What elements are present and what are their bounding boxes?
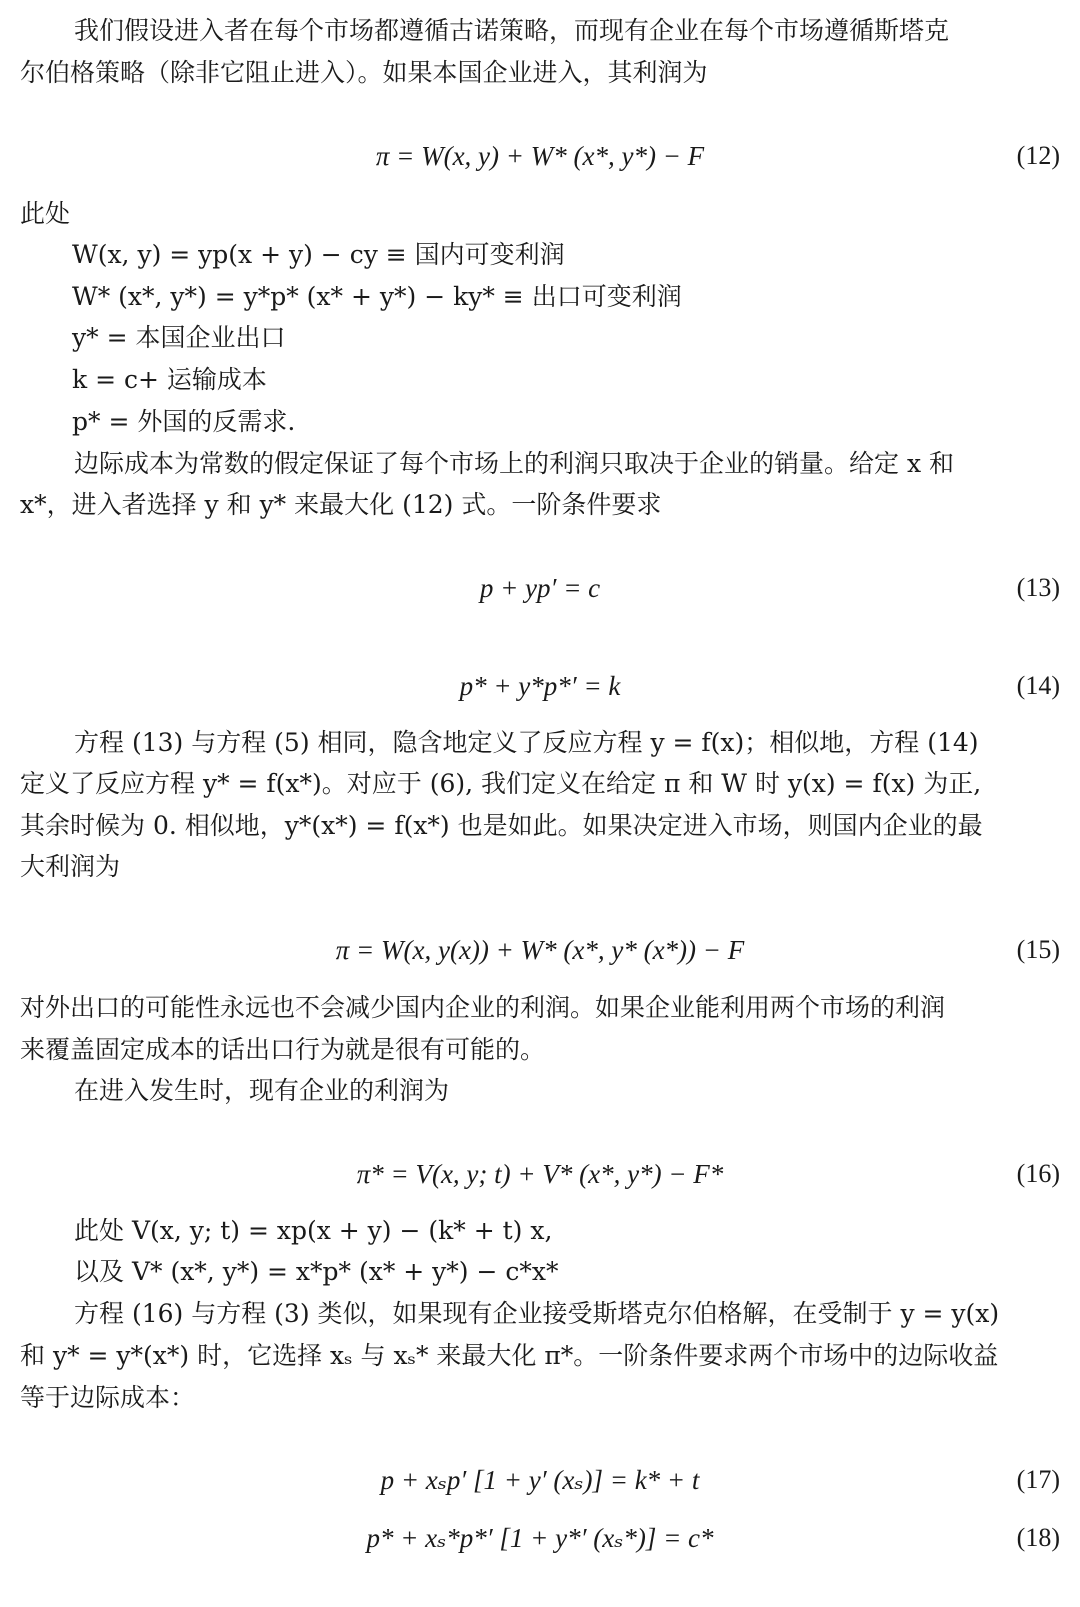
paragraph-line: 对外出口的可能性永远也不会减少国内企业的利润。如果企业能利用两个市场的利润: [20, 993, 946, 1022]
equation-number: (18): [1016, 1523, 1060, 1552]
paragraph-line: 其余时候为 0. 相似地，y*(x*) = f(x*) 也是如此。如果决定进入市场，则国内企业的最: [20, 811, 983, 840]
equation-number: (15): [1016, 935, 1060, 964]
equation-13: [20, 568, 1060, 608]
paragraph-line: 尔伯格策略（除非它阻止进入）。如果本国企业进入，其利润为: [20, 58, 708, 87]
definition-line: y* = 本国企业出口: [72, 323, 286, 352]
equation-number: (16): [1016, 1159, 1060, 1188]
paragraph-line: 我们假设进入者在每个市场都遵循古诺策略，而现有企业在每个市场遵循斯塔克: [74, 16, 950, 45]
equation-body: p* + xₛ*p*′ [1 + y*′ (xₛ*)] = c*: [366, 1523, 714, 1553]
equation-body: p* + y*p*′ = k: [459, 671, 621, 701]
equation-12: [20, 136, 1060, 176]
equation-17: [20, 1460, 1060, 1500]
equation-16: [20, 1154, 1060, 1194]
equation-body: p + yp′ = c: [479, 573, 601, 603]
paragraph-line: 大利润为: [20, 852, 121, 881]
paragraph-line: 定义了反应方程 y* = f(x*)。对应于 (6), 我们定义在给定 π 和 W 时 y(x) = f(x) 为正,: [20, 769, 982, 798]
paragraph-line: 方程 (16) 与方程 (3) 类似，如果现有企业接受斯塔克尔伯格解，在受制于 y = y(x): [74, 1299, 1000, 1328]
paragraph-line: 来覆盖固定成本的话出口行为就是很有可能的。: [20, 1035, 546, 1064]
paragraph-line: 等于边际成本：: [20, 1383, 196, 1412]
paragraph-line: 和 y* = y*(x*) 时，它选择 xₛ 与 xₛ* 来最大化 π*。一阶条件要求两个市场中的边际收益: [20, 1341, 999, 1370]
definition-line: W(x, y) = yp(x + y) − cy ≡ 国内可变利润: [72, 240, 565, 269]
equation-18: [20, 1518, 1060, 1558]
equation-14: [20, 666, 1060, 706]
equation-body: π* = V(x, y; t) + V* (x*, y*) − F*: [356, 1159, 724, 1189]
equation-body: p + xₛp′ [1 + y′ (xₛ)] = k* + t: [380, 1465, 700, 1495]
equation-body: π = W(x, y(x)) + W* (x*, y* (x*)) − F: [335, 935, 745, 965]
paragraph-line: 此处: [20, 199, 71, 228]
definition-line: k = c+ 运输成本: [72, 365, 267, 394]
equation-number: (12): [1016, 141, 1060, 170]
definition-line: 此处 V(x, y; t) = xp(x + y) − (k* + t) x,: [74, 1216, 553, 1245]
definition-line: 以及 V* (x*, y*) = x*p* (x* + y*) − c*x*: [74, 1257, 559, 1286]
definition-line: W* (x*, y*) = y*p* (x* + y*) − ky* ≡ 出口可变利润: [72, 282, 682, 311]
paragraph-line: 边际成本为常数的假定保证了每个市场上的利润只取决于企业的销量。给定 x 和: [74, 449, 954, 478]
equation-15: [20, 930, 1060, 970]
definition-line: p* = 外国的反需求.: [72, 407, 296, 436]
equation-number: (17): [1016, 1465, 1060, 1494]
paragraph-line: 在进入发生时，现有企业的利润为: [74, 1076, 450, 1105]
paragraph-line: 方程 (13) 与方程 (5) 相同，隐含地定义了反应方程 y = f(x)；相似地，方程 (14): [74, 728, 979, 757]
equation-number: (14): [1016, 671, 1060, 700]
equation-number: (13): [1016, 573, 1060, 602]
paragraph-line: x*，进入者选择 y 和 y* 来最大化 (12) 式。一阶条件要求: [20, 490, 662, 519]
equation-body: π = W(x, y) + W* (x*, y*) − F: [375, 141, 705, 171]
